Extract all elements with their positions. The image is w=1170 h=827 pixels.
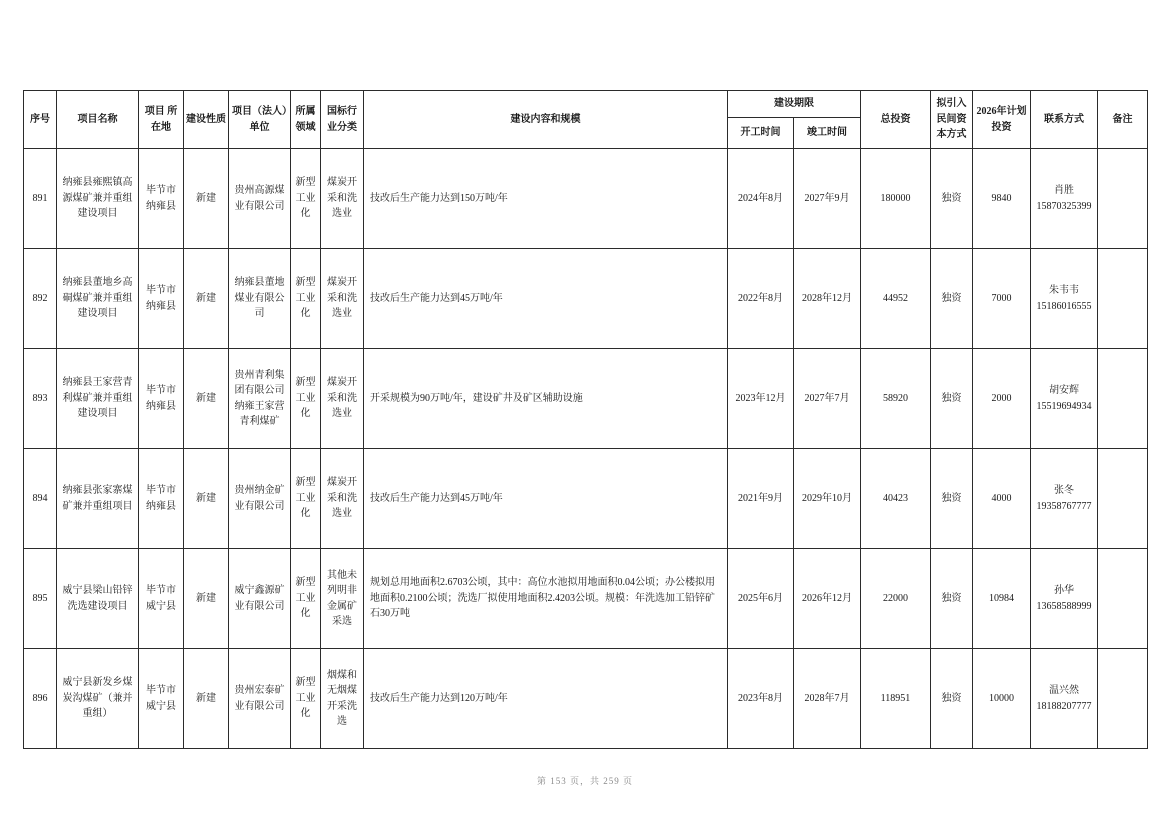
header-plan-2026: 2026年计划投资 — [973, 91, 1031, 149]
cell-location: 毕节市纳雍县 — [139, 349, 184, 449]
page-number-footer: 第 153 页，共 259 页 — [536, 776, 633, 786]
cell-seq: 891 — [24, 149, 57, 249]
cell-seq: 892 — [24, 249, 57, 349]
cell-field: 新型工业化 — [291, 549, 321, 649]
cell-industry: 烟煤和无烟煤开采洗选 — [321, 649, 364, 749]
cell-start: 2025年6月 — [728, 549, 794, 649]
cell-start: 2022年8月 — [728, 249, 794, 349]
cell-location: 毕节市纳雍县 — [139, 249, 184, 349]
header-nature: 建设性质 — [184, 91, 229, 149]
header-start-time: 开工时间 — [728, 118, 794, 149]
header-seq: 序号 — [24, 91, 57, 149]
cell-contact — [1031, 249, 1098, 349]
cell-end: 2029年10月 — [794, 449, 861, 549]
cell-industry: 其他未列明非金属矿采选 — [321, 549, 364, 649]
cell-field: 新型工业化 — [291, 249, 321, 349]
header-entity: 项目（法人）单位 — [229, 91, 291, 149]
cell-seq: 896 — [24, 649, 57, 749]
contact-phone: 15186016555 — [1036, 300, 1092, 312]
cell-field: 新型工业化 — [291, 149, 321, 249]
header-capital-mode: 拟引入民间资本方式 — [931, 91, 973, 149]
cell-content: 规划总用地面积2.6703公顷，其中：高位水池拟用地面积0.04公顷；办公楼拟用地面积0.2100公顷；洗选厂拟使用地面积2.4203公顷。规模：年洗选加工铅锌矿石30万吨 — [364, 549, 728, 649]
header-project-name: 项目名称 — [57, 91, 139, 149]
cell-plan-2026: 10984 — [973, 549, 1031, 649]
contact-name: 孙华 — [1054, 585, 1074, 596]
cell-contact — [1031, 349, 1098, 449]
cell-nature: 新建 — [184, 649, 229, 749]
cell-entity: 威宁鑫源矿业有限公司 — [229, 549, 291, 649]
cell-capital-mode: 独资 — [931, 249, 973, 349]
cell-contact — [1031, 649, 1098, 749]
cell-plan-2026: 10000 — [973, 649, 1031, 749]
cell-capital-mode: 独资 — [931, 149, 973, 249]
cell-field: 新型工业化 — [291, 449, 321, 549]
cell-capital-mode: 独资 — [931, 649, 973, 749]
cell-remark — [1098, 649, 1148, 749]
cell-content: 技改后生产能力达到45万吨/年 — [364, 249, 728, 349]
cell-field: 新型工业化 — [291, 649, 321, 749]
cell-investment: 58920 — [861, 349, 931, 449]
contact-name: 肖胜 — [1054, 185, 1074, 196]
cell-seq: 895 — [24, 549, 57, 649]
header-period: 建设期限 — [728, 91, 861, 118]
table-header — [24, 91, 1148, 149]
cell-name: 纳雍县雍熙镇高源煤矿兼并重组建设项目 — [57, 149, 139, 249]
table-row — [24, 449, 1148, 549]
cell-end: 2028年7月 — [794, 649, 861, 749]
cell-nature: 新建 — [184, 149, 229, 249]
cell-location: 毕节市纳雍县 — [139, 449, 184, 549]
cell-entity: 贵州高源煤业有限公司 — [229, 149, 291, 249]
cell-industry: 煤炭开采和洗选业 — [321, 149, 364, 249]
header-remark: 备注 — [1098, 91, 1148, 149]
cell-name: 纳雍县张家寨煤矿兼并重组项目 — [57, 449, 139, 549]
cell-name: 纳雍县董地乡高硐煤矿兼并重组建设项目 — [57, 249, 139, 349]
cell-investment: 22000 — [861, 549, 931, 649]
cell-remark — [1098, 249, 1148, 349]
table-row — [24, 249, 1148, 349]
cell-end: 2028年12月 — [794, 249, 861, 349]
cell-seq: 893 — [24, 349, 57, 449]
cell-plan-2026: 7000 — [973, 249, 1031, 349]
cell-start: 2021年9月 — [728, 449, 794, 549]
cell-content: 开采规模为90万吨/年，建设矿井及矿区辅助设施 — [364, 349, 728, 449]
cell-location: 毕节市纳雍县 — [139, 149, 184, 249]
cell-plan-2026: 4000 — [973, 449, 1031, 549]
cell-field: 新型工业化 — [291, 349, 321, 449]
header-content: 建设内容和规模 — [364, 91, 728, 149]
cell-seq: 894 — [24, 449, 57, 549]
cell-location: 毕节市威宁县 — [139, 549, 184, 649]
cell-plan-2026: 2000 — [973, 349, 1031, 449]
table-row — [24, 549, 1148, 649]
cell-name: 威宁县新发乡煤炭沟煤矿（兼并重组） — [57, 649, 139, 749]
header-field: 所属领域 — [291, 91, 321, 149]
cell-nature: 新建 — [184, 449, 229, 549]
cell-nature: 新建 — [184, 549, 229, 649]
contact-name: 朱韦韦 — [1049, 285, 1079, 296]
header-investment: 总投资 — [861, 91, 931, 149]
cell-capital-mode: 独资 — [931, 549, 973, 649]
cell-plan-2026: 9840 — [973, 149, 1031, 249]
contact-phone: 15870325399 — [1036, 200, 1092, 212]
cell-industry: 煤炭开采和洗选业 — [321, 449, 364, 549]
cell-contact — [1031, 149, 1098, 249]
cell-capital-mode: 独资 — [931, 349, 973, 449]
cell-industry: 煤炭开采和洗选业 — [321, 349, 364, 449]
cell-name: 威宁县梁山铅锌洗选建设项目 — [57, 549, 139, 649]
cell-end: 2027年9月 — [794, 149, 861, 249]
cell-contact — [1031, 549, 1098, 649]
cell-end: 2027年7月 — [794, 349, 861, 449]
contact-phone: 19358767777 — [1036, 500, 1092, 512]
cell-industry: 煤炭开采和洗选业 — [321, 249, 364, 349]
projects-table — [23, 90, 1148, 749]
cell-remark — [1098, 449, 1148, 549]
cell-entity: 贵州纳金矿业有限公司 — [229, 449, 291, 549]
cell-investment: 180000 — [861, 149, 931, 249]
cell-entity: 贵州宏泰矿业有限公司 — [229, 649, 291, 749]
cell-capital-mode: 独资 — [931, 449, 973, 549]
cell-contact — [1031, 449, 1098, 549]
cell-nature: 新建 — [184, 249, 229, 349]
cell-start: 2024年8月 — [728, 149, 794, 249]
table-row — [24, 349, 1148, 449]
cell-entity: 纳雍县董地煤业有限公司 — [229, 249, 291, 349]
cell-remark — [1098, 149, 1148, 249]
contact-phone: 13658588999 — [1036, 600, 1092, 612]
cell-remark — [1098, 549, 1148, 649]
contact-name: 张冬 — [1054, 485, 1074, 496]
cell-investment: 118951 — [861, 649, 931, 749]
cell-start: 2023年12月 — [728, 349, 794, 449]
table-row — [24, 649, 1148, 749]
cell-start: 2023年8月 — [728, 649, 794, 749]
cell-content: 技改后生产能力达到120万吨/年 — [364, 649, 728, 749]
header-contact: 联系方式 — [1031, 91, 1098, 149]
contact-phone: 18188207777 — [1036, 700, 1092, 712]
header-industry: 国标行业分类 — [321, 91, 364, 149]
contact-name: 温兴然 — [1049, 685, 1079, 696]
cell-investment: 40423 — [861, 449, 931, 549]
cell-investment: 44952 — [861, 249, 931, 349]
cell-location: 毕节市威宁县 — [139, 649, 184, 749]
cell-nature: 新建 — [184, 349, 229, 449]
table-row — [24, 149, 1148, 249]
contact-name: 胡安辉 — [1049, 385, 1079, 396]
cell-end: 2026年12月 — [794, 549, 861, 649]
cell-name: 纳雍县王家营青利煤矿兼并重组建设项目 — [57, 349, 139, 449]
table-body — [24, 149, 1148, 749]
header-location: 项目 所在地 — [139, 91, 184, 149]
cell-remark — [1098, 349, 1148, 449]
cell-content: 技改后生产能力达到45万吨/年 — [364, 449, 728, 549]
cell-content: 技改后生产能力达到150万吨/年 — [364, 149, 728, 249]
contact-phone: 15519694934 — [1036, 400, 1092, 412]
cell-entity: 贵州青利集团有限公司纳雍王家营青利煤矿 — [229, 349, 291, 449]
header-end-time: 竣工时间 — [794, 118, 861, 149]
